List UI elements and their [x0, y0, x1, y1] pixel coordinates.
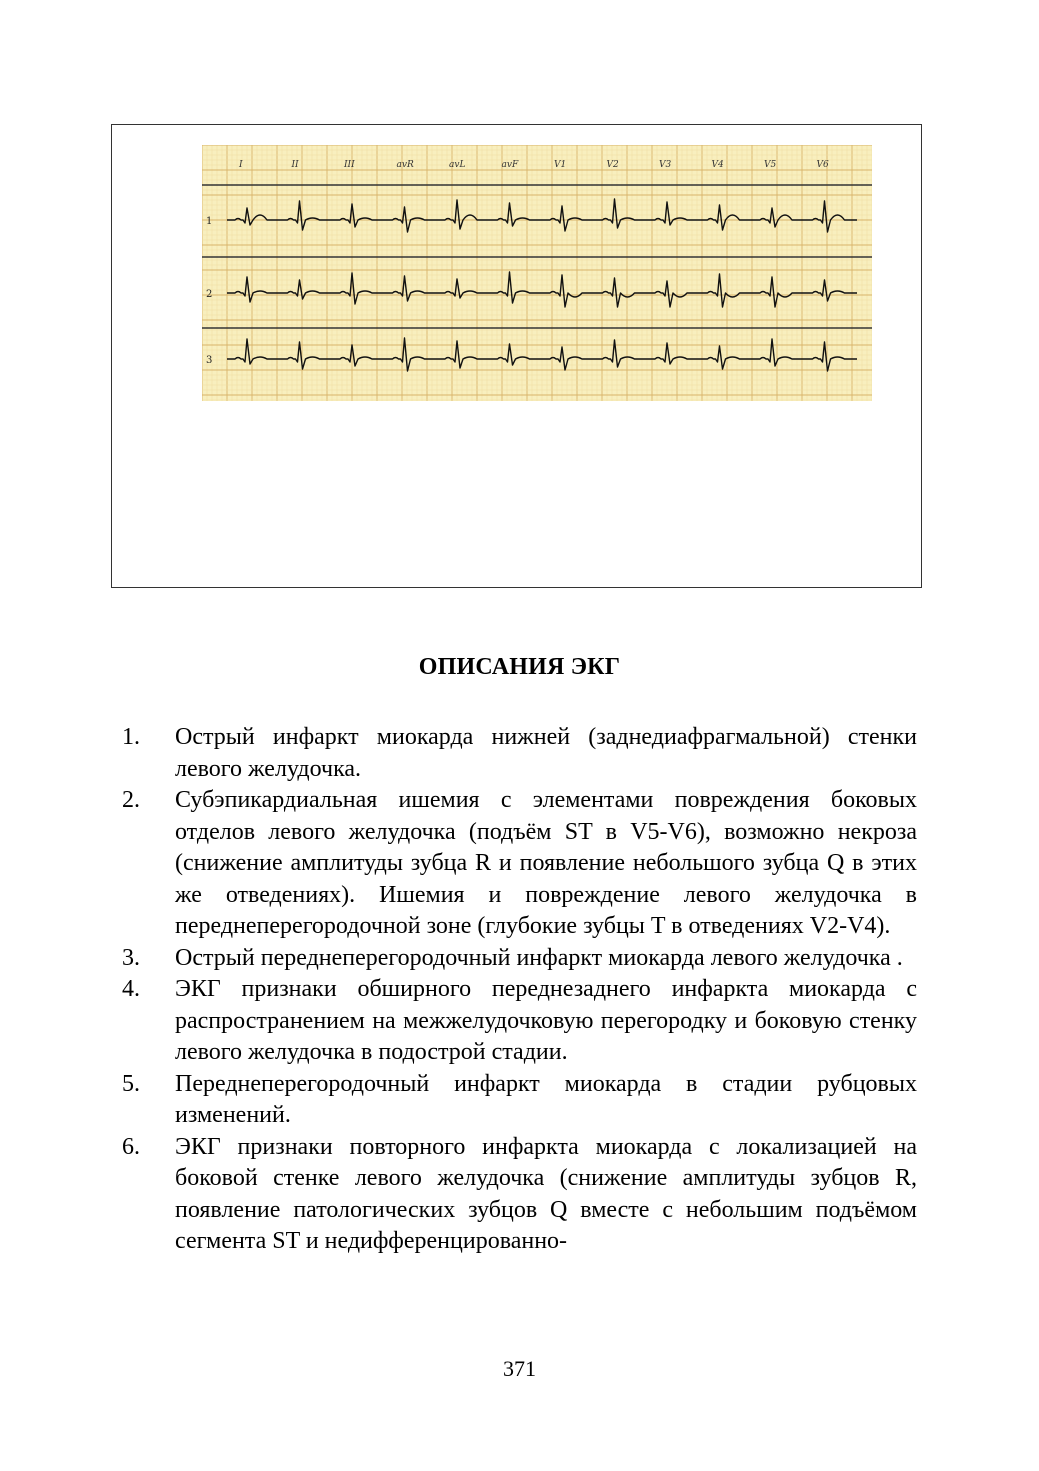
figure-frame — [111, 124, 922, 588]
list-item — [122, 785, 917, 943]
ecg-lead-label: III — [344, 160, 355, 170]
ecg-lead-label: avF — [501, 160, 519, 170]
ecg-lead-label: II — [291, 160, 299, 170]
ecg-lead-label: avR — [396, 160, 414, 170]
item-text: Острый инфаркт миокарда нижней (заднедиафрагмальной) стенки левого желудочка. — [175, 724, 917, 782]
list-item — [122, 974, 917, 1069]
ecg-lead-label: V3 — [659, 160, 672, 170]
section-heading: ОПИСАНИЯ ЭКГ — [418, 654, 621, 680]
ecg-lead-label: avL — [449, 160, 466, 170]
ecg-lead-label: V5 — [764, 160, 777, 170]
item-text: Острый переднеперегородочный инфаркт миокарда левого желудочка . — [175, 944, 903, 971]
page-number: 371 — [503, 1356, 536, 1381]
list-item — [122, 1132, 917, 1258]
item-number: 6. — [122, 1133, 140, 1160]
list-item — [122, 722, 917, 785]
ecg-row-label: 3 — [206, 355, 213, 366]
item-text: Переднеперегородочный инфаркт миокарда в стадии рубцовых изменений. — [175, 1070, 917, 1128]
ecg-row-label: 2 — [206, 289, 213, 300]
item-number: 1. — [122, 724, 140, 750]
item-text: ЭКГ признаки повторного инфаркта миокарда с локализацией на боковой стенке левого желудочка (снижение амплитуды зубцов R, появление патологических зубцов Q вместе с небольшим подъёмом сегмента ST и недифференцированно- — [175, 1133, 917, 1254]
item-number: 2. — [122, 787, 140, 813]
list-item — [122, 1069, 917, 1132]
ecg-image — [202, 145, 872, 401]
item-number: 4. — [122, 976, 140, 1002]
ecg-lead-label: V6 — [816, 160, 829, 170]
ecg-lead-label: I — [239, 160, 243, 170]
item-text: ЭКГ признаки обширного переднезаднего инфаркта миокарда с распространением на межжелудочковую перегородку и боковую стенку левого желудочка в подострой стадии. — [175, 976, 917, 1065]
item-text: Субэпикардиальная ишемия с элементами повреждения боковых отделов левого желудочка (подъём ST в V5-V6), возможно некроза (снижение амплитуды зубца R и появление небольшого зубца Q в этих же отведениях). Ишемия и повреждение левого желудочка в переднеперегородочной зоне (глубокие зубцы T в отведениях V2-V4). — [175, 787, 917, 939]
ecg-lead-label: V4 — [711, 160, 724, 170]
list-item — [122, 943, 917, 975]
description-list — [122, 722, 917, 1258]
item-number: 3. — [122, 944, 140, 971]
ecg-lead-label: V1 — [554, 160, 567, 170]
ecg-lead-label: V2 — [606, 160, 619, 170]
item-number: 5. — [122, 1070, 140, 1097]
ecg-row-label: 1 — [206, 216, 213, 227]
